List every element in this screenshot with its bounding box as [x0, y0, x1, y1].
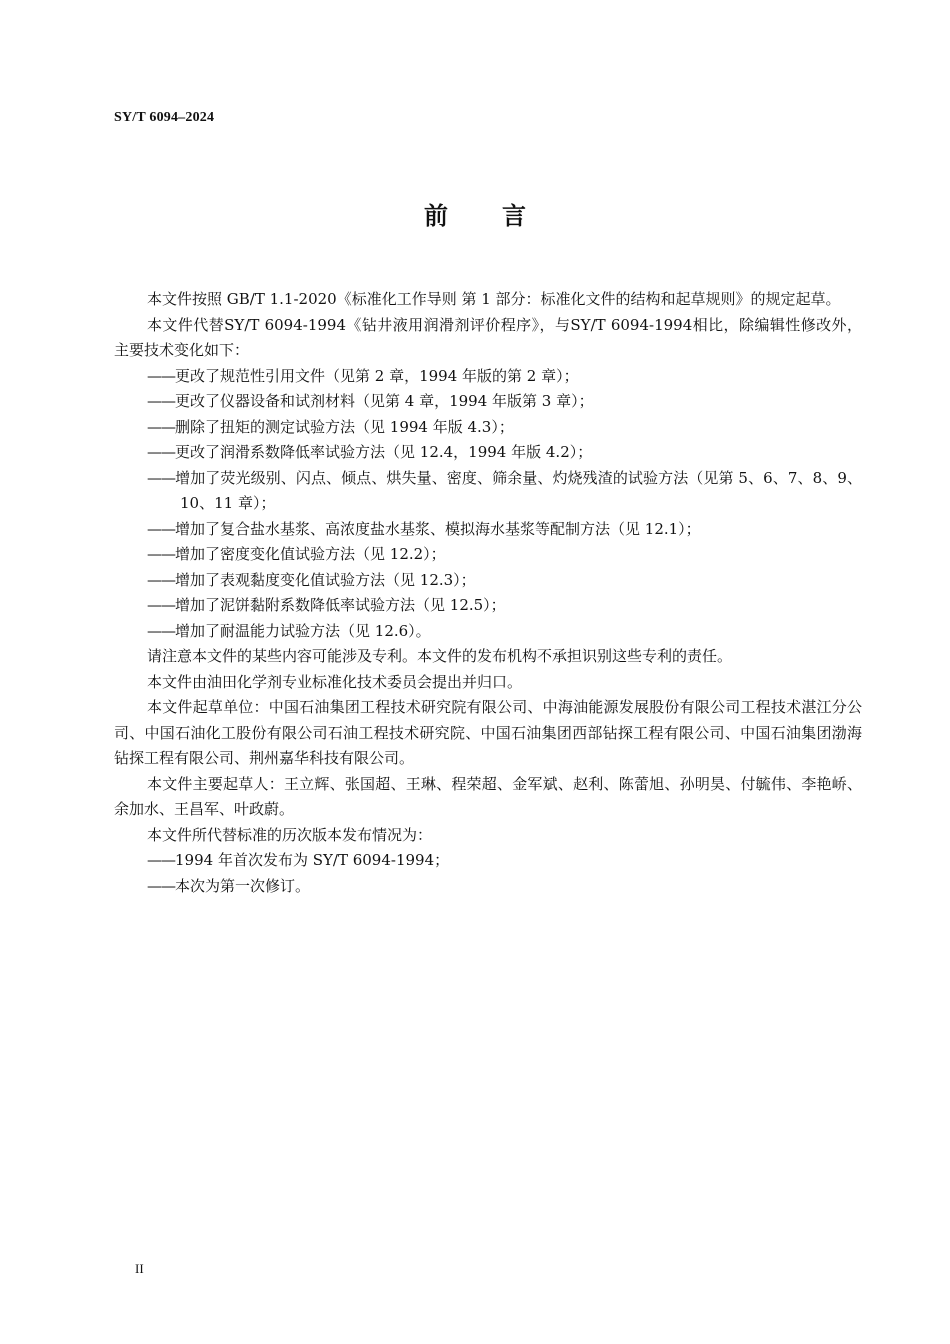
- history-text: 1994 年首次发布为 SY/T 6094-1994；: [175, 851, 450, 869]
- change-item: [114, 593, 862, 619]
- change-text: 更改了规范性引用文件（见第 2 章，1994 年版的第 2 章）；: [175, 366, 579, 385]
- change-item: [114, 364, 862, 390]
- paragraph-patent-notice: 请注意本文件的某些内容可能涉及专利。本文件的发布机构不承担识别这些专利的责任。: [147, 647, 733, 665]
- paragraph-drafting-units: 本文件起草单位：中国石油集团工程技术研究院有限公司、中海油能源发展股份有限公司工程技术湛江分公司、中国石油化工股份有限公司石油工程技术研究院、中国石油集团西部钻探工程有限公司、中国石油集团渤海钻探工程有限公司、荆州嘉华科技有限公司。: [114, 698, 862, 767]
- dash-mark: ——: [147, 621, 175, 640]
- change-item: [114, 440, 862, 466]
- history-text: 本次为第一次修订。: [175, 876, 311, 895]
- dash-mark: ——: [147, 596, 175, 614]
- dash-mark: ——: [147, 876, 175, 895]
- dash-mark: ——: [147, 519, 175, 538]
- paragraph-drafting-rules: 本文件按照 GB/T 1.1-2020《标准化工作导则 第 1 部分：标准化文件的结构和起草规则》的规定起草。: [147, 290, 841, 308]
- dash-mark: ——: [147, 851, 175, 869]
- change-text: 更改了润滑系数降低率试验方法（见 12.4，1994 年版 4.2）；: [175, 443, 593, 461]
- change-text: 增加了泥饼黏附系数降低率试验方法（见 12.5）；: [175, 596, 506, 614]
- paragraph-drafters: 本文件主要起草人：王立辉、张国超、王琳、程荣超、金军斌、赵利、陈蕾旭、孙明昊、付毓伟、李艳峤、余加水、王昌军、叶政蔚。: [114, 774, 862, 818]
- dash-mark: ——: [147, 443, 175, 461]
- change-item: [114, 517, 862, 543]
- foreword-body: [114, 287, 862, 899]
- title-char-1: 前: [424, 202, 448, 230]
- dash-mark: ——: [147, 366, 175, 385]
- change-item: [114, 466, 862, 517]
- change-item: [114, 415, 862, 441]
- paragraph-proposer: 本文件由油田化学剂专业标准化技术委员会提出并归口。: [147, 672, 523, 691]
- page-title: [0, 196, 950, 231]
- change-item: [114, 619, 862, 645]
- change-text: 增加了荧光级别、闪点、倾点、烘失量、密度、筛余量、灼烧残渣的试验方法（见第 5、6、7、8、9、10、11 章）；: [175, 468, 862, 512]
- document-code: SY/T 6094–2024: [114, 110, 215, 125]
- change-text: 增加了表观黏度变化值试验方法（见 12.3）；: [175, 570, 476, 589]
- page-number: II: [135, 1261, 144, 1276]
- paragraph-replacement: 本文件代替SY/T 6094-1994《钻井液用润滑剂评价程序》，与SY/T 6094-1994相比，除编辑性修改外，主要技术变化如下：: [114, 315, 862, 359]
- change-text: 增加了密度变化值试验方法（见 12.2）；: [175, 545, 446, 563]
- change-text: 删除了扭矩的测定试验方法（见 1994 年版 4.3）；: [175, 417, 514, 436]
- dash-mark: ——: [147, 392, 175, 410]
- dash-mark: ——: [147, 545, 175, 563]
- dash-mark: ——: [147, 417, 175, 436]
- change-item: [114, 568, 862, 594]
- history-item: [114, 848, 862, 874]
- change-text: 增加了耐温能力试验方法（见 12.6）。: [175, 621, 431, 640]
- change-item: [114, 389, 862, 415]
- dash-mark: ——: [147, 570, 175, 589]
- paragraph-history-intro: 本文件所代替标准的历次版本发布情况为：: [147, 825, 433, 844]
- change-text: 更改了仪器设备和试剂材料（见第 4 章，1994 年版第 3 章）；: [175, 392, 594, 410]
- change-text: 增加了复合盐水基浆、高浓度盐水基浆、模拟海水基浆等配制方法（见 12.1）；: [175, 519, 701, 538]
- history-item: [114, 874, 862, 900]
- title-char-2: 言: [502, 202, 526, 230]
- dash-mark: ——: [147, 468, 175, 487]
- change-item: [114, 542, 862, 568]
